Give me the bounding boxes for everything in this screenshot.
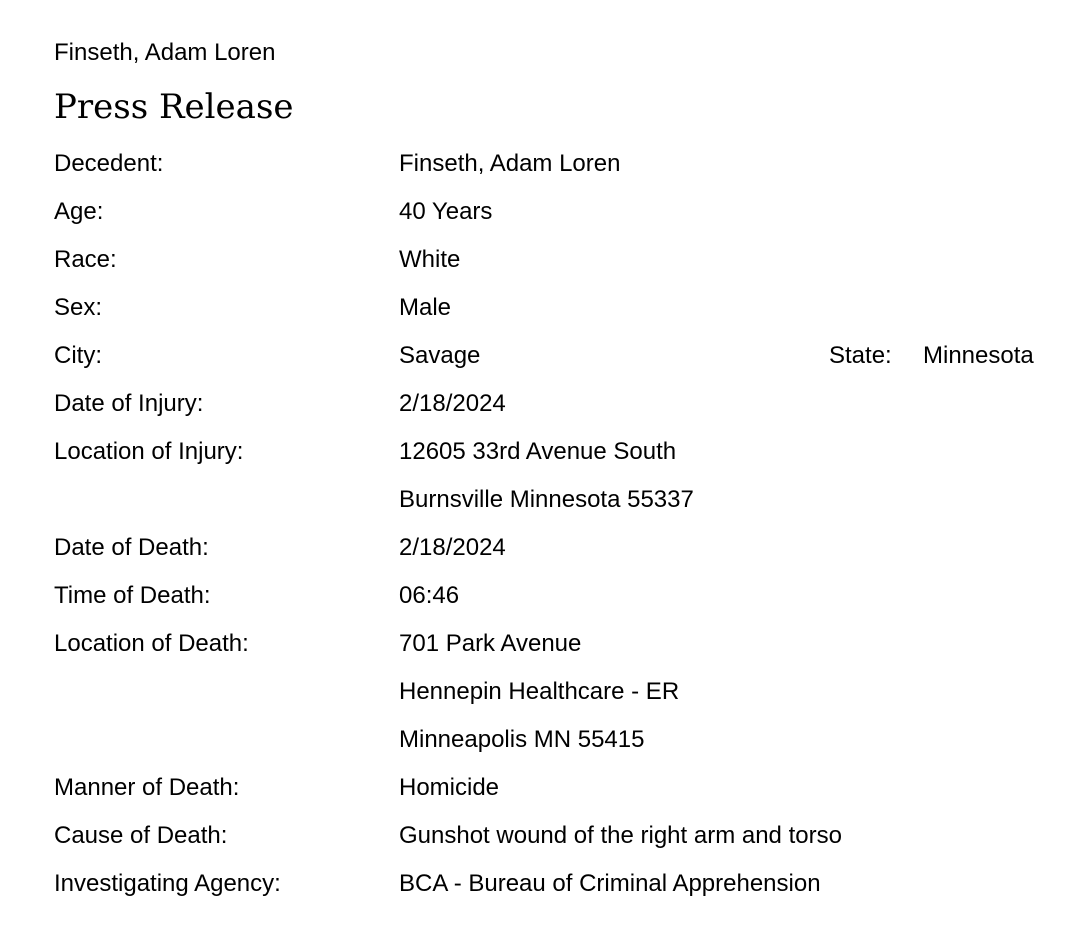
time-of-death-label: Time of Death: [54,582,211,609]
cause-of-death-value: Gunshot wound of the right arm and torso [399,822,842,849]
race-label: Race: [54,246,117,273]
date-of-death-value: 2/18/2024 [399,534,506,561]
field-row-investigating-agency [54,866,1064,914]
age-label: Age: [54,198,104,225]
location-of-death-line-3: Minneapolis MN 55415 [399,726,645,753]
date-of-injury-value: 2/18/2024 [399,390,506,417]
time-of-death-value: 06:46 [399,582,460,609]
city-value: Savage [399,342,481,369]
location-of-death-line-2: Hennepin Healthcare - ER [399,678,680,705]
field-row-location-of-injury [54,434,1064,482]
field-row-sex [54,290,1064,338]
field-row-age [54,194,1064,242]
location-of-injury-line-1: 12605 33rd Avenue South [399,438,677,465]
field-row-time-of-death [54,578,1064,626]
city-label: City: [54,342,102,369]
age-value: 40 Years [399,198,493,225]
field-row-location-of-death [54,626,1064,674]
state-label: State: [829,342,892,369]
press-release-document [54,0,1064,940]
field-row-location-of-death-cont-2 [54,722,1064,770]
document-title: Press Release [54,87,294,127]
cause-of-death-label: Cause of Death: [54,822,228,849]
state-value: Minnesota [923,342,1034,369]
header-decedent-name: Finseth, Adam Loren [54,39,276,66]
location-of-death-line-1: 701 Park Avenue [399,630,582,657]
location-of-injury-line-2: Burnsville Minnesota 55337 [399,486,694,513]
location-of-injury-label: Location of Injury: [54,438,244,465]
field-row-decedent [54,146,1064,194]
decedent-value: Finseth, Adam Loren [399,150,621,177]
investigating-agency-label: Investigating Agency: [54,870,281,897]
manner-of-death-value: Homicide [399,774,500,801]
field-row-race [54,242,1064,290]
date-of-injury-label: Date of Injury: [54,390,204,417]
field-row-date-of-injury [54,386,1064,434]
decedent-label: Decedent: [54,150,164,177]
date-of-death-label: Date of Death: [54,534,209,561]
investigating-agency-value: BCA - Bureau of Criminal Apprehension [399,870,821,897]
field-row-location-of-injury-cont [54,482,1064,530]
sex-label: Sex: [54,294,103,321]
field-row-manner-of-death [54,770,1064,818]
field-row-location-of-death-cont-1 [54,674,1064,722]
field-row-cause-of-death [54,818,1064,866]
location-of-death-label: Location of Death: [54,630,249,657]
manner-of-death-label: Manner of Death: [54,774,240,801]
field-row-city [54,338,1064,386]
race-value: White [399,246,461,273]
sex-value: Male [399,294,452,321]
decedent-fields [54,146,1064,914]
field-row-date-of-death [54,530,1064,578]
